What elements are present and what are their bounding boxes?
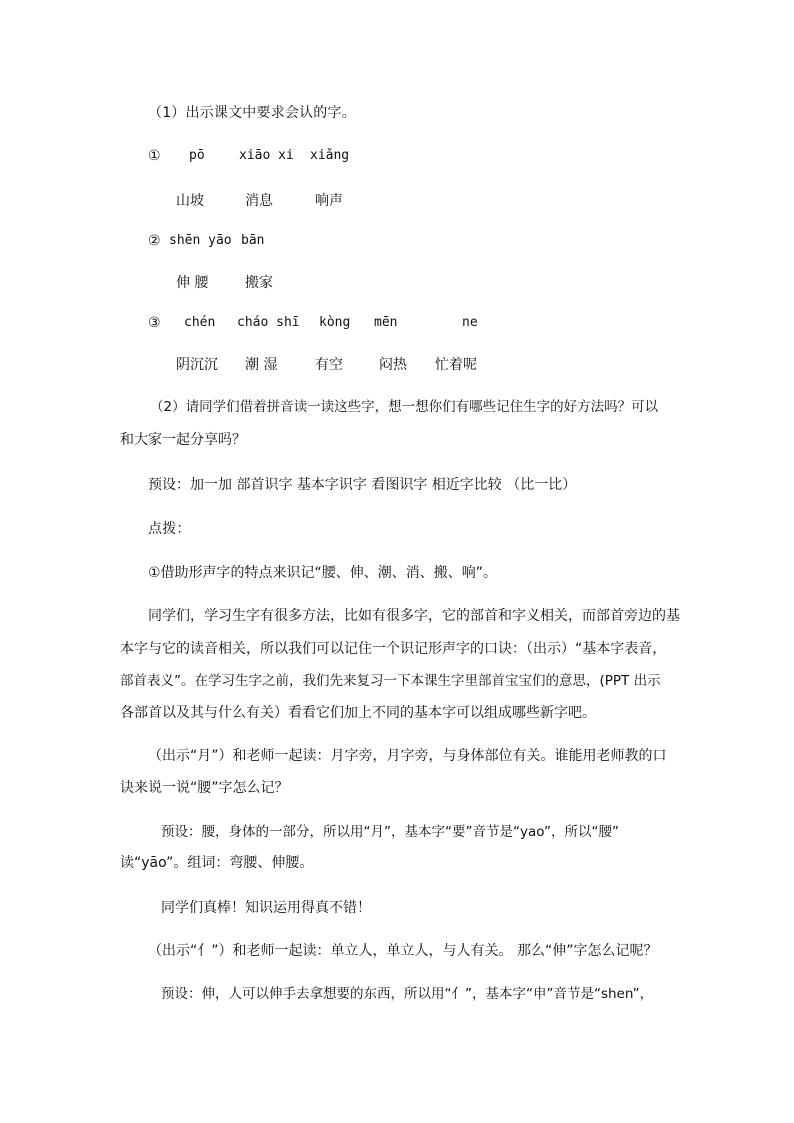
group-2-pinyin-2: bān — [241, 233, 265, 248]
group-2-pinyin-1: shēn yāo — [169, 233, 232, 248]
ren-line: （出示“亻”）和老师一起读：单立人，单立人，与人有关。 那么“伸”字怎么记呢？ — [148, 943, 658, 959]
group-1-word-3: 响声 — [315, 193, 343, 209]
paragraph-1-line-3: 部首表义”。在学习生字之前，我们先来复习一下本课生字里部首宝宝们的意思，(PPT 出示 — [120, 673, 661, 689]
question-1-prompt: （1）出示课文中要求会认的字。 — [148, 105, 356, 121]
group-3-word-4: 闷热 — [379, 357, 407, 373]
group-2-marker: ② — [148, 233, 161, 249]
tips-label: 点拨： — [148, 521, 191, 537]
yao-line-2: 读“yāo”。组词：弯腰、伸腰。 — [120, 855, 314, 871]
yue-line-2: 诀来说一说“腰”字怎么记？ — [120, 780, 289, 796]
yao-line-1: 预设：腰，身体的一部分，所以用“月”，基本字“要”音节是“yao”，所以“腰” — [161, 824, 619, 840]
question-2-line-1: （2）请同学们借着拼音读一读这些字，想一想你们有哪些记住生字的好方法吗？可以 — [150, 399, 659, 415]
group-1-pinyin-1: pō — [189, 148, 205, 163]
paragraph-1-line-4: 各部首以及其与什么有关）看看它们加上不同的基本字可以组成哪些新字吧。 — [120, 705, 596, 721]
group-3-pinyin-4: mēn — [374, 315, 398, 330]
group-1-pinyin-3: xiǎng — [310, 148, 350, 163]
paragraph-1-line-1: 同学们，学习生字有很多方法，比如有很多字，它的部首和字义相关，而部首旁边的基 — [148, 608, 680, 624]
question-2-line-2: 和大家一起分享吗？ — [120, 432, 246, 448]
group-1-marker: ① — [148, 148, 161, 164]
preset-methods: 预设：加一加 部首识字 基本字识字 看图识字 相近字比较 （比一比） — [148, 477, 577, 493]
group-3-word-3: 有空 — [315, 357, 343, 373]
group-3-pinyin-5: ne — [462, 315, 478, 330]
tip-1: ①借助形声字的特点来识记“腰、伸、潮、消、搬、响”。 — [148, 565, 498, 581]
group-3-word-1: 阴沉沉 — [176, 357, 218, 373]
group-1-pinyin-2: xiāo xi — [239, 148, 294, 163]
group-3-marker: ③ — [148, 315, 161, 331]
praise: 同学们真棒！知识运用得真不错！ — [161, 900, 371, 916]
group-3-word-2: 潮 湿 — [245, 357, 278, 373]
group-1-word-2: 消息 — [245, 193, 273, 209]
group-3-pinyin-1: chén — [184, 315, 216, 330]
group-2-word-1: 伸 腰 — [176, 275, 209, 291]
group-3-pinyin-2: cháo shī — [237, 315, 300, 330]
group-3-word-5: 忙着呢 — [435, 357, 477, 373]
group-1-word-1: 山坡 — [176, 193, 204, 209]
paragraph-1-line-2: 本字与它的读音相关，所以我们可以记住一个识记形声字的口诀：（出示）“基本字表音， — [120, 641, 667, 657]
yue-line-1: （出示“月”）和老师一起读：月字旁，月字旁，与身体部位有关。谁能用老师教的口 — [148, 748, 667, 764]
shen-line: 预设：伸，人可以伸手去拿想要的东西，所以用“亻”，基本字“申”音节是“shen”， — [161, 986, 654, 1002]
group-3-pinyin-3: kòng — [319, 315, 351, 330]
group-2-word-2: 搬家 — [245, 275, 273, 291]
